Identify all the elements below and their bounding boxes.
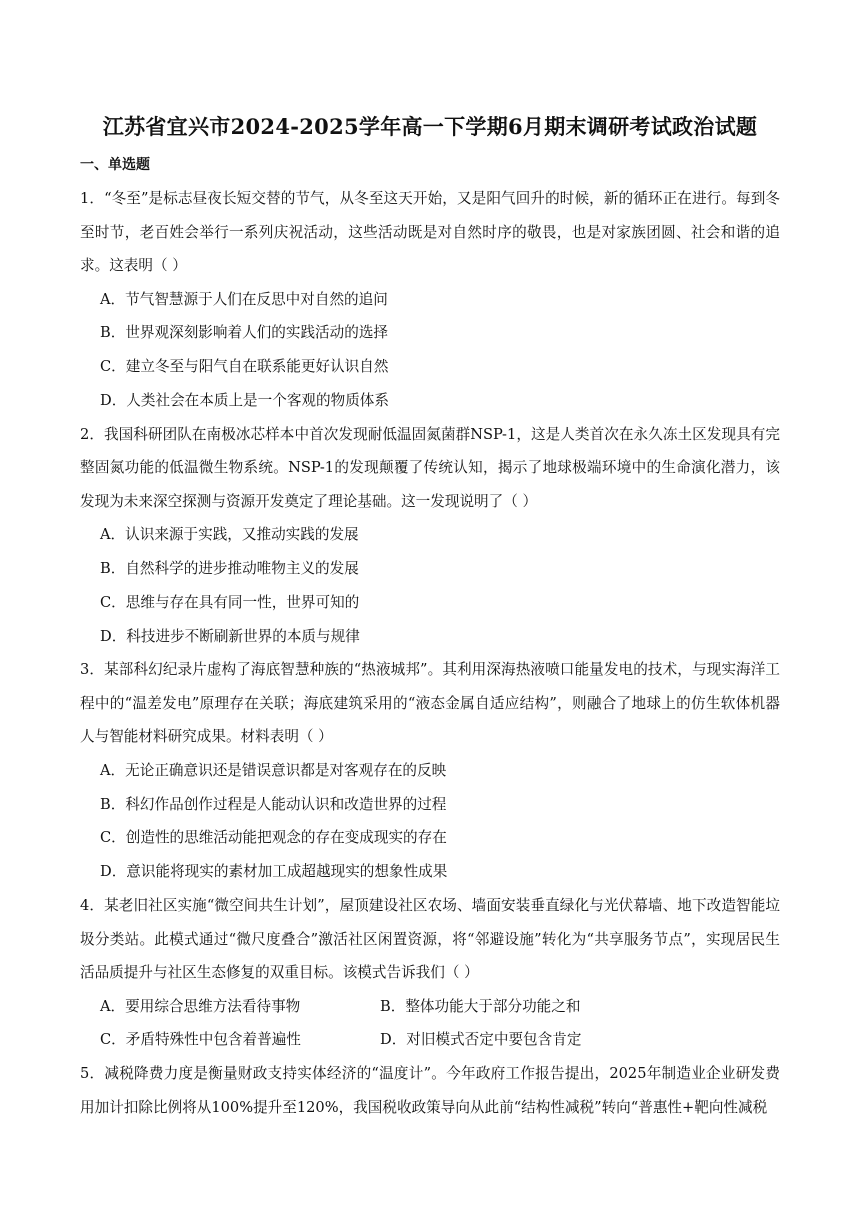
question-4 [80, 889, 780, 1057]
option-d: D．意识能将现实的素材加工成超越现实的想象性成果 [100, 863, 448, 881]
option-a: A．要用综合思维方法看待事物 [100, 997, 301, 1015]
page-title: 江苏省宜兴市2024-2025学年高一下学期6月期末调研考试政治试题 [102, 114, 758, 139]
option-c: C．思维与存在具有同一性，世界可知的 [100, 593, 360, 611]
option-d: D．科技进步不断刷新世界的本质与规律 [100, 627, 360, 645]
option-a: A．认识来源于实践，又推动实践的发展 [100, 526, 359, 544]
option-row [80, 990, 780, 1024]
option-b: B．自然科学的进步推动唯物主义的发展 [100, 559, 359, 577]
option-c: C．建立冬至与阳气自在联系能更好认识自然 [100, 358, 389, 376]
question-2 [80, 418, 780, 654]
option-c: C．矛盾特殊性中包含着普遍性 [100, 1031, 301, 1049]
option-a: A．无论正确意识还是错误意识都是对客观存在的反映 [100, 761, 447, 779]
option-b: B．整体功能大于部分功能之和 [380, 997, 581, 1015]
question-5 [80, 1057, 780, 1124]
question-stem: 3．某部科幻纪录片虚构了海底智慧种族的“热液城邦”。其利用深海热液喷口能量发电的技术，与现实海洋工程中的“温差发电”原理存在关联；海底建筑采用的“液态金属自适应结构”，则融合了地球上的仿生软体机器人与智能材料研究成果。材料表明（ ） [80, 661, 780, 746]
option-a: A．节气智慧源于人们在反思中对自然的追问 [100, 290, 388, 308]
question-stem: 4．某老旧社区实施“微空间共生计划”，屋顶建设社区农场、墙面安装垂直绿化与光伏幕墙、地下改造智能垃圾分类站。此模式通过“微尺度叠合”激活社区闲置资源，将“邻避设施”转化为“共享服务节点”，实现居民生活品质提升与社区生态修复的双重目标。该模式告诉我们（ ） [80, 897, 780, 982]
question-stem: 5．减税降费力度是衡量财政支持实体经济的“温度计”。今年政府工作报告提出，2025年制造业企业研发费用加计扣除比例将从100%提升至120%，我国税收政策导向从此前“结构性减税”转向“普惠性+靶向性减税 [80, 1065, 780, 1116]
question-stem: 2．我国科研团队在南极冰芯样本中首次发现耐低温固氮菌群NSP-1，这是人类首次在永久冻土区发现具有完整固氮功能的低温微生物系统。NSP-1的发现颠覆了传统认知，揭示了地球极端环境中的生命演化潜力，该发现为未来深空探测与资源开发奠定了理论基础。这一发现说明了（ ） [80, 425, 780, 510]
option-d: D．人类社会在本质上是一个客观的物质体系 [100, 391, 389, 409]
option-row [80, 1023, 780, 1057]
option-c: C．创造性的思维活动能把观念的存在变成现实的存在 [100, 829, 447, 847]
question-3 [80, 653, 780, 889]
option-b: B．世界观深刻影响着人们的实践活动的选择 [100, 324, 389, 342]
option-d: D．对旧模式否定中要包含肯定 [380, 1031, 582, 1049]
option-b: B．科幻作品创作过程是人能动认识和改造世界的过程 [100, 795, 447, 813]
question-stem: 1．“冬至”是标志昼夜长短交替的节气，从冬至这天开始，又是阳气回升的时候，新的循环正在进行。每到冬至时节，老百姓会举行一系列庆祝活动，这些活动既是对自然时序的敬畏，也是对家族团圆、社会和谐的追求。这表明（ ） [80, 190, 780, 274]
question-1 [80, 182, 780, 418]
section-heading: 一、单选题 [80, 157, 150, 173]
